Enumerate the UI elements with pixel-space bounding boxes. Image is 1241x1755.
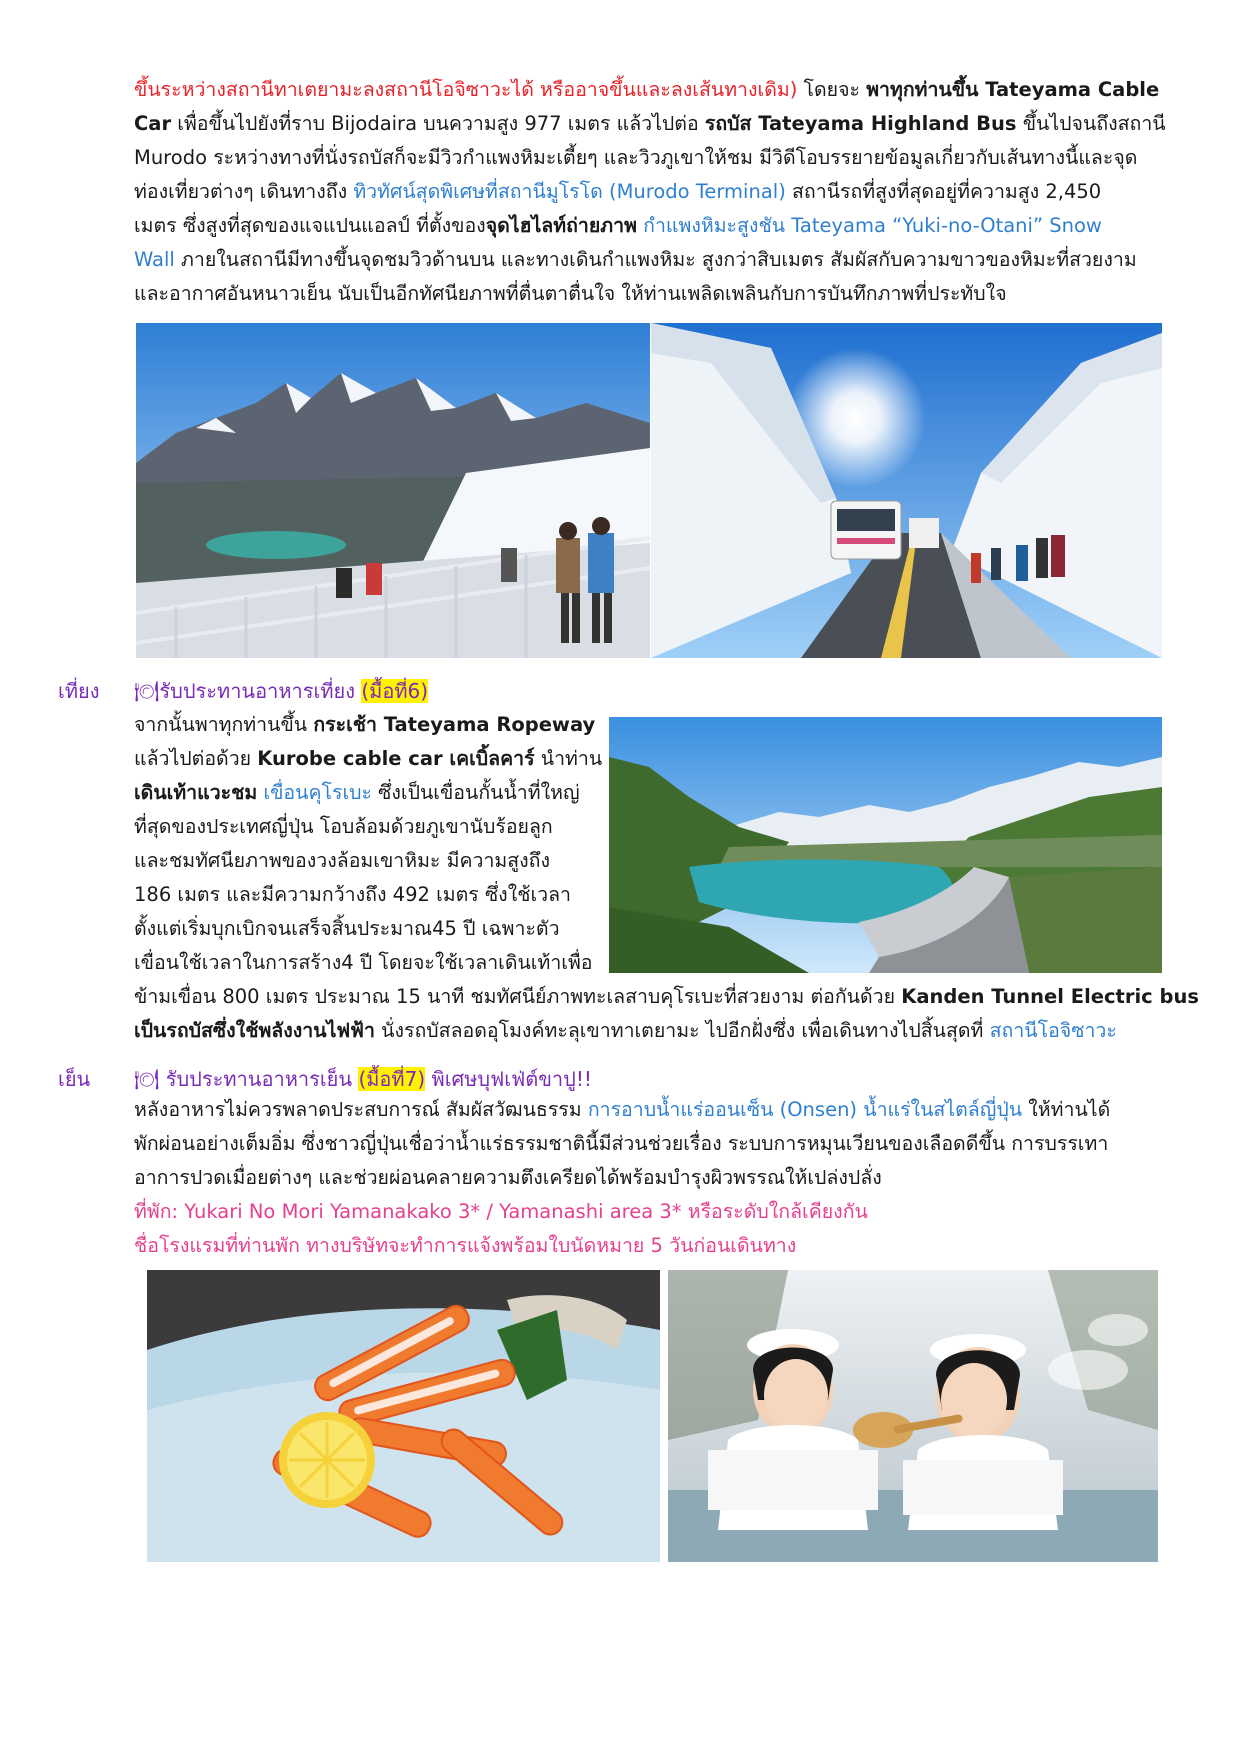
dinner-time-label: เย็น (58, 1067, 91, 1091)
evening-line-3: อาการปวดเมื่อยต่างๆ และช่วยผ่อนคลายความตึงเครียดได้พร้อมบำรุงผิวพรรณให้เปล่งปลั่ง (134, 1166, 882, 1189)
photo-crab-legs (147, 1270, 660, 1562)
photo-mountain-viewpoint (136, 323, 650, 658)
evening-line-2: พักผ่อนอย่างเต็มอิ่ม ซึ่งชาวญี่ปุ่นเชื่อว่าน้ำแร่ธรรมชาตินี้มีส่วนช่วยเรื่อง ระบบการหมุนเวียนของเลือดดีขึ้น การบรรเทา (134, 1132, 1109, 1155)
photo-snow-wall-bus (651, 323, 1162, 658)
photo-onsen-bath (668, 1270, 1158, 1562)
evening-paragraph (134, 1093, 1110, 1263)
dining-icon: 🍽 (134, 1067, 160, 1091)
intro-line-1: ขึ้นระหว่างสถานีทาเตยามะลงสถานีโอจิซาวะได้ หรืออาจขึ้นและลงเส้นทางเดิม) โดยจะ พาทุกท่านขึ้น Tateyama Cable (134, 78, 1160, 101)
afternoon-line-7: ตั้งแต่เริ่มบุกเบิกจนเสร็จสิ้นประมาณ45 ปี เฉพาะตัว (134, 917, 560, 940)
meal-number-tag: (มื้อที่6) (361, 679, 429, 703)
afternoon-line-3: เดินเท้าแวะชม เขื่อนคุโรเบะ ซึ่งเป็นเขื่อนกั้นน้ำที่ใหญ่ (134, 781, 580, 804)
lunch-meal-line: 🍽รับประทานอาหารเที่ยง (มื้อที่6) (134, 679, 429, 703)
hotel-note: ชื่อโรงแรมที่ท่านพัก ทางบริษัทจะทำการแจ้งพร้อมใบนัดหมาย 5 วันก่อนเดินทาง (134, 1234, 797, 1257)
photo-kurobe-dam (609, 717, 1162, 973)
afternoon-line-1: จากนั้นพาทุกท่านขึ้น กระเช้า Tateyama Ropeway (134, 713, 596, 736)
evening-line-1: หลังอาหารไม่ควรพลาดประสบการณ์ สัมผัสวัฒนธรรม การอาบน้ำแร่ออนเซ็น (Onsen) น้ำแร่ในสไตล์ญี่ปุ่น ให้ท่านได้ (134, 1098, 1111, 1121)
intro-line-4: ท่องเที่ยวต่างๆ เดินทางถึง ทิวทัศน์สุดพิเศษที่สถานีมูโรโด (Murodo Terminal) สถานีรถที่สูงที่สุดอยู่ที่ความสูง 2,450 (134, 180, 1102, 203)
dinner-meal-line: 🍽 รับประทานอาหารเย็น (มื้อที่7) พิเศษบุฟเฟ่ต์ขาปู!! (134, 1067, 592, 1091)
afternoon-line-4: ที่สุดของประเทศญี่ปุ่น โอบล้อมด้วยภูเขานับร้อยลูก (134, 815, 553, 838)
intro-line-7: และอากาศอันหนาวเย็น นับเป็นอีกทัศนียภาพที่ตื่นตาตื่นใจ ให้ท่านเพลิดเพลินกับการบันทึกภาพที่ประทับใจ (134, 282, 1007, 305)
intro-line-2: Car เพื่อขึ้นไปยังที่ราบ Bijodaira บนความสูง 977 เมตร แล้วไปต่อ รถบัส Tateyama Highland Bus ขึ้นไปจนถึงสถานี (134, 112, 1166, 135)
hotel-info: ที่พัก: Yukari No Mori Yamanakako 3* / Yamanashi area 3* หรือระดับใกล้เคียงกัน (134, 1200, 868, 1223)
intro-paragraph (134, 73, 1166, 311)
afternoon-line-8: เขื่อนใช้เวลาในการสร้าง4 ปี โดยจะใช้เวลาเดินเท้าเพื่อ (134, 951, 593, 974)
afternoon-line-9: ข้ามเขื่อน 800 เมตร ประมาณ 15 นาที ชมทัศนีย์ภาพทะเลสาบคุโรเบะที่สวยงาม ต่อกันด้วย Kanden Tunnel Electric bus (134, 985, 1199, 1008)
intro-line-6: Wall ภายในสถานีมีทางขึ้นจุดชมวิวด้านบน และทางเดินกำแพงหิมะ สูงกว่าสิบเมตร สัมผัสกับความขาวของหิมะที่สวยงาม (134, 248, 1137, 271)
intro-line-5: เมตร ซึ่งสูงที่สุดของแจแปนแอลป์ ที่ตั้งของจุดไฮไลท์ถ่ายภาพ กำแพงหิมะสูงชัน Tateyama “Yuki-no-Otani” Snow (134, 214, 1102, 237)
afternoon-line-5: และชมทัศนียภาพของวงล้อมเขาหิมะ มีความสูงถึง (134, 849, 551, 872)
afternoon-line-2: แล้วไปต่อด้วย Kurobe cable car เคเบิ้ลคาร์ นำท่าน (134, 747, 603, 770)
afternoon-line-10: เป็นรถบัสซึ่งใช้พลังงานไฟฟ้า นั่งรถบัสลอดอุโมงค์ทะลุเขาทาเตยามะ ไปอีกฝั่งซึ่ง เพื่อเดินทางไปสิ้นสุดที่ สถานีโอจิซาวะ (134, 1019, 1117, 1042)
afternoon-line-6: 186 เมตร และมีความกว้างถึง 492 เมตร ซึ่งใช้เวลา (134, 883, 571, 906)
meal-number-tag: (มื้อที่7) (358, 1067, 426, 1091)
dining-icon: 🍽 (134, 679, 160, 703)
lunch-time-label: เที่ยง (58, 679, 100, 703)
intro-line-3: Murodo ระหว่างทางที่นั่งรถบัสก็จะมีวิวกำแพงหิมะเตี้ยๆ และวิวภูเขาให้ชม มีวิดีโอบรรยายข้อมูลเกี่ยวกับเส้นทางนี้และจุด (134, 146, 1138, 169)
